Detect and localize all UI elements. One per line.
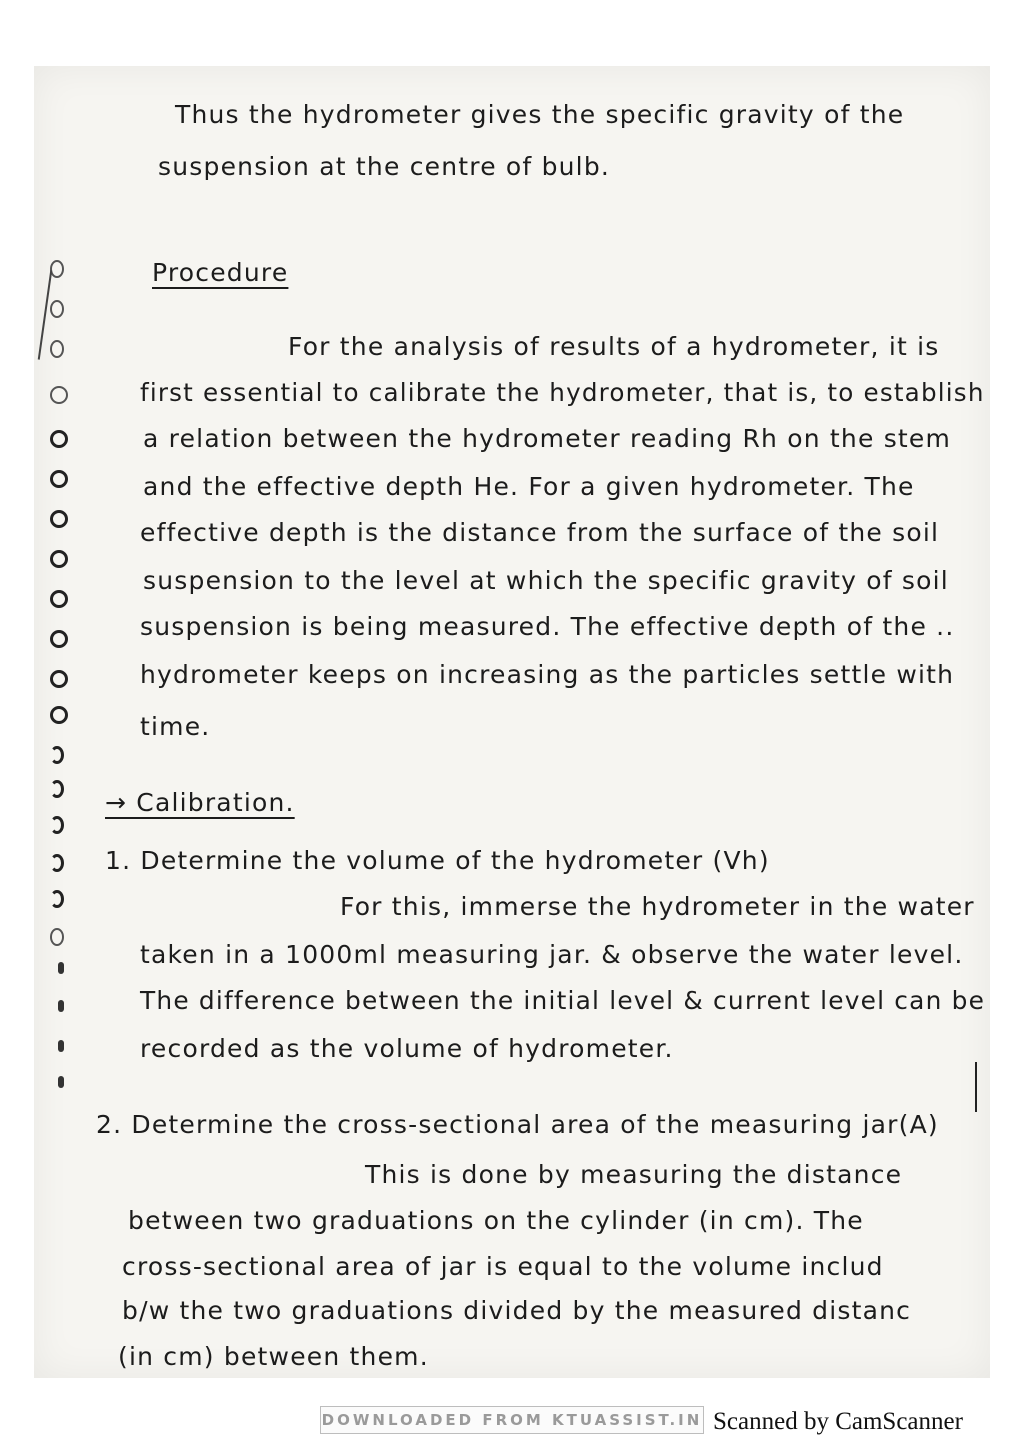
text-line: effective depth is the distance from the surface of the soil <box>140 518 940 547</box>
scanner-label: Scanned by CamScanner <box>713 1408 963 1435</box>
section-heading: Procedure <box>152 258 289 287</box>
text-line: (in cm) between them. <box>118 1342 429 1371</box>
list-item: 1. Determine the volume of the hydrometer (Vh) <box>105 846 770 875</box>
text-line: suspension at the centre of bulb. <box>158 152 611 181</box>
text-line: between two graduations on the cylinder (in cm). The <box>128 1206 864 1235</box>
section-heading: → Calibration. <box>105 788 295 817</box>
text-line: and the effective depth He. For a given hydrometer. The <box>143 472 915 501</box>
text-line: cross-sectional area of jar is equal to the volume includ <box>122 1252 884 1281</box>
text-line: b/w the two graduations divided by the measured distanc <box>122 1296 912 1325</box>
text-line: The difference between the initial level & current level can be <box>140 986 986 1015</box>
text-line: Thus the hydrometer gives the specific gravity of the <box>175 100 905 129</box>
text-line: For the analysis of results of a hydrometer, it is <box>288 332 940 361</box>
text-line: taken in a 1000ml measuring jar. & observe the water level. <box>140 940 964 969</box>
pen-stroke <box>975 1062 977 1112</box>
text-line: first essential to calibrate the hydrometer, that is, to establish <box>140 378 985 407</box>
binder-holes <box>40 240 80 1100</box>
text-line: hydrometer keeps on increasing as the particles settle with <box>140 660 955 689</box>
text-line: recorded as the volume of hydrometer. <box>140 1034 674 1063</box>
text-line: For this, immerse the hydrometer in the water <box>340 892 975 921</box>
download-watermark: DOWNLOADED FROM KTUASSIST.IN <box>320 1406 704 1434</box>
text-line: suspension to the level at which the specific gravity of soil <box>143 566 949 595</box>
text-line: suspension is being measured. The effective depth of the .. <box>140 612 955 641</box>
text-line: This is done by measuring the distance <box>365 1160 903 1189</box>
list-item: 2. Determine the cross-sectional area of the measuring jar(A) <box>96 1110 939 1139</box>
text-line: a relation between the hydrometer reading Rh on the stem <box>143 424 952 453</box>
text-line: time. <box>140 712 211 741</box>
